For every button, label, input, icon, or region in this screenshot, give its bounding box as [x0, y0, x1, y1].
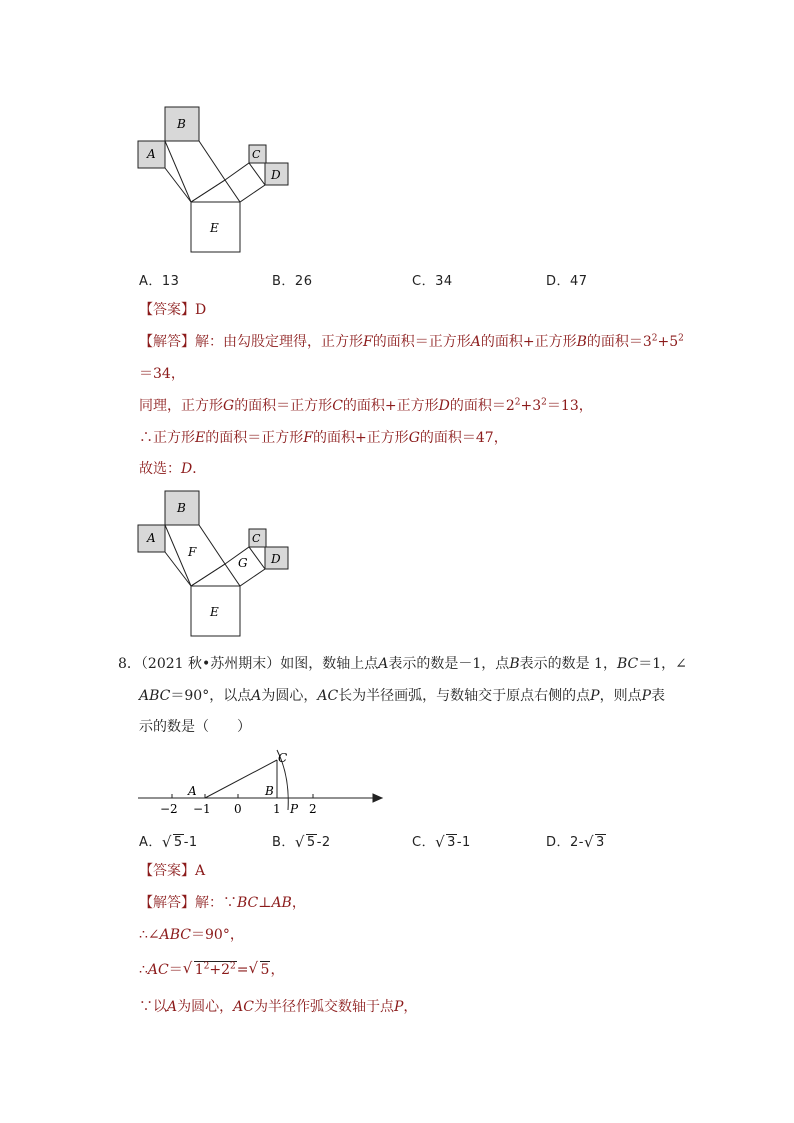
q7-solution-line2: [139, 364, 185, 384]
var: BC: [237, 895, 259, 911]
tick-label: 2: [309, 802, 317, 816]
q8-stem-line3: [139, 717, 251, 737]
var: AC: [147, 962, 169, 978]
label-c: C: [252, 148, 261, 161]
axis-arrow: [373, 794, 382, 802]
option-pre: 2-: [570, 835, 584, 850]
var: B: [576, 334, 587, 350]
text: 的面积＝2: [449, 398, 515, 414]
var: A: [251, 688, 262, 704]
text: ，: [403, 999, 418, 1015]
text: ＝: [168, 962, 183, 978]
option-letter: A．: [139, 274, 162, 289]
text: 同理，正方形: [139, 398, 223, 414]
q8-option-d[interactable]: [546, 831, 606, 850]
var: AC: [317, 688, 339, 704]
text: ⊥: [258, 895, 272, 911]
text: 长为半径画弧，与数轴交于原点右侧的点: [338, 688, 591, 704]
tick-label: −2: [160, 802, 178, 816]
label-a: A: [147, 531, 156, 545]
tick-label: 0: [234, 802, 242, 816]
option-rest: -1: [183, 835, 198, 850]
text: 解：由勾股定理得，正方形: [195, 334, 363, 350]
option-letter: C．: [412, 835, 436, 850]
label-c: C: [252, 532, 261, 545]
solution-tag: 【解答】: [139, 334, 195, 350]
text: 的面积＝47，: [419, 430, 508, 446]
var: A: [470, 334, 481, 350]
label-e: E: [210, 605, 219, 619]
option-letter: A．: [139, 835, 162, 850]
text: ∵以: [139, 999, 167, 1015]
question-source: （2021 秋•苏州期末）: [140, 656, 281, 672]
radicand: [194, 961, 237, 978]
text: 的面积+正方形: [312, 430, 409, 446]
text: 的面积＝正方形: [372, 334, 471, 350]
q8-answer: [139, 861, 205, 881]
text: =: [236, 962, 249, 978]
point-label-a: A: [188, 784, 197, 798]
sup: 2: [514, 397, 521, 408]
text: 的面积＝正方形: [234, 398, 333, 414]
radicand: 3: [447, 835, 456, 850]
text: 表示的数是 1，: [519, 656, 617, 672]
text: 为半径作弧交数轴于点: [253, 999, 394, 1015]
sup: 2: [651, 333, 658, 344]
sqrt-icon: √ $1^2+2^2$: [182, 959, 236, 978]
q8-stem-line2: [139, 686, 665, 706]
text: 1: [194, 962, 204, 978]
tick-label: −1: [193, 802, 211, 816]
q8-option-b[interactable]: [272, 831, 331, 850]
answer-tag: 【答案】: [139, 863, 195, 879]
q7-option-b[interactable]: [272, 270, 312, 289]
text: 如图，数轴上点: [280, 656, 379, 672]
var: B: [509, 656, 520, 672]
radicand: 5: [306, 835, 316, 850]
question-number: 8．: [118, 656, 141, 672]
var: AC: [233, 999, 254, 1015]
sqrt-icon: √ 5: [161, 833, 183, 851]
point-label-p: P: [290, 802, 299, 816]
square-f: [165, 141, 225, 202]
figure-number-line: [130, 746, 390, 818]
text: ．: [192, 461, 207, 477]
var: ABC: [139, 688, 171, 704]
sup: 2: [541, 397, 547, 408]
var: G: [408, 430, 420, 446]
answer-value: A: [195, 863, 206, 879]
var: P: [393, 999, 404, 1015]
solution-tag: 【解答】: [139, 895, 195, 911]
radicand: 5: [260, 962, 270, 978]
option-letter: B．: [272, 835, 295, 850]
option-value: 34: [435, 274, 453, 289]
var: P: [641, 688, 651, 704]
text: +2: [209, 962, 231, 978]
point-label-b: B: [265, 784, 274, 798]
text: ＝34，: [139, 366, 185, 382]
label-e: E: [210, 221, 219, 235]
text: ＝13，: [546, 398, 593, 414]
option-rest: -1: [456, 835, 471, 850]
label-g: G: [238, 556, 248, 570]
option-value: 26: [294, 274, 313, 289]
text: +3: [520, 398, 542, 414]
label-f: F: [188, 545, 197, 559]
label-d: D: [271, 552, 281, 566]
answer-value: D: [195, 302, 207, 318]
text: 为圆心，: [177, 999, 234, 1015]
q8-stem-line1: [118, 654, 687, 674]
text: ，: [291, 895, 306, 911]
option-value: 13: [161, 274, 180, 289]
option-letter: C．: [412, 274, 436, 289]
sup: 2: [678, 333, 684, 344]
figure-pythagorean-squares: [130, 100, 300, 260]
point-label-c: C: [278, 751, 288, 765]
q7-option-a[interactable]: [139, 270, 179, 289]
q8-solution-line1: [139, 893, 306, 913]
text: ＝1，∠: [638, 656, 687, 672]
figure-pythagorean-squares-labeled: [130, 484, 300, 644]
text: 表: [651, 688, 665, 704]
label-b: B: [177, 117, 186, 131]
var: AB: [271, 895, 292, 911]
q8-option-a[interactable]: [139, 831, 198, 850]
sqrt-icon: √ 5: [248, 959, 270, 978]
text: 解：∵: [195, 895, 237, 911]
text: ，则点: [599, 688, 642, 704]
var: D: [438, 398, 450, 414]
var: BC: [616, 656, 639, 672]
sqrt-icon: √ 3: [435, 833, 456, 851]
text: ，: [270, 962, 285, 978]
q7-solution-line3: [139, 396, 593, 416]
text: ∴: [139, 962, 148, 978]
q7-solution-line1: [139, 332, 684, 352]
option-letter: D．: [546, 274, 571, 289]
q8-option-c[interactable]: [412, 831, 471, 850]
text: 故选：: [139, 461, 181, 477]
radicand: 3: [595, 835, 605, 850]
q7-option-d[interactable]: [546, 270, 588, 289]
text: 的面积+正方形: [342, 398, 439, 414]
q7-answer: [139, 300, 206, 320]
q8-solution-line3: [139, 960, 284, 980]
var: C: [332, 398, 343, 414]
text: 表示的数是－1，点: [388, 656, 510, 672]
label-d: D: [271, 168, 281, 182]
var: F: [303, 430, 313, 446]
var: F: [363, 334, 373, 350]
var: E: [195, 430, 206, 446]
text: +5: [657, 334, 679, 350]
q8-solution-line4: [139, 997, 417, 1017]
text: ∴正方形: [139, 430, 195, 446]
q7-option-c[interactable]: [412, 270, 453, 289]
text: 为圆心，: [261, 688, 318, 704]
var: A: [167, 999, 178, 1015]
label-b: B: [177, 501, 186, 515]
text: ∴∠: [139, 927, 160, 943]
q7-solution-line4: [139, 428, 508, 448]
square-g: [225, 163, 265, 202]
var: ABC: [159, 927, 192, 943]
answer-tag: 【答案】: [139, 302, 195, 318]
var: D: [181, 461, 193, 477]
text: ＝90°，: [191, 927, 244, 943]
var: P: [590, 688, 600, 704]
sqrt-icon: √ 5: [294, 833, 316, 851]
tick-label: 1: [273, 802, 281, 816]
var: A: [378, 656, 389, 672]
label-a: A: [147, 147, 156, 161]
sqrt-icon: √ 3: [583, 833, 605, 851]
sup: 2: [230, 961, 236, 972]
option-letter: B．: [272, 274, 295, 289]
text: 的面积＝3: [586, 334, 652, 350]
var: G: [223, 398, 235, 414]
text: 示的数是（ ）: [139, 719, 251, 735]
option-value: 47: [570, 274, 588, 289]
text: 的面积+正方形: [480, 334, 577, 350]
option-rest: -2: [316, 835, 331, 850]
option-letter: D．: [546, 835, 571, 850]
text: 的面积＝正方形: [205, 430, 304, 446]
radicand: 5: [173, 835, 183, 850]
text: ＝90°，以点: [170, 688, 252, 704]
sup: 2: [203, 961, 210, 972]
q7-solution-line5: [139, 459, 206, 479]
q8-solution-line2: [139, 925, 244, 945]
